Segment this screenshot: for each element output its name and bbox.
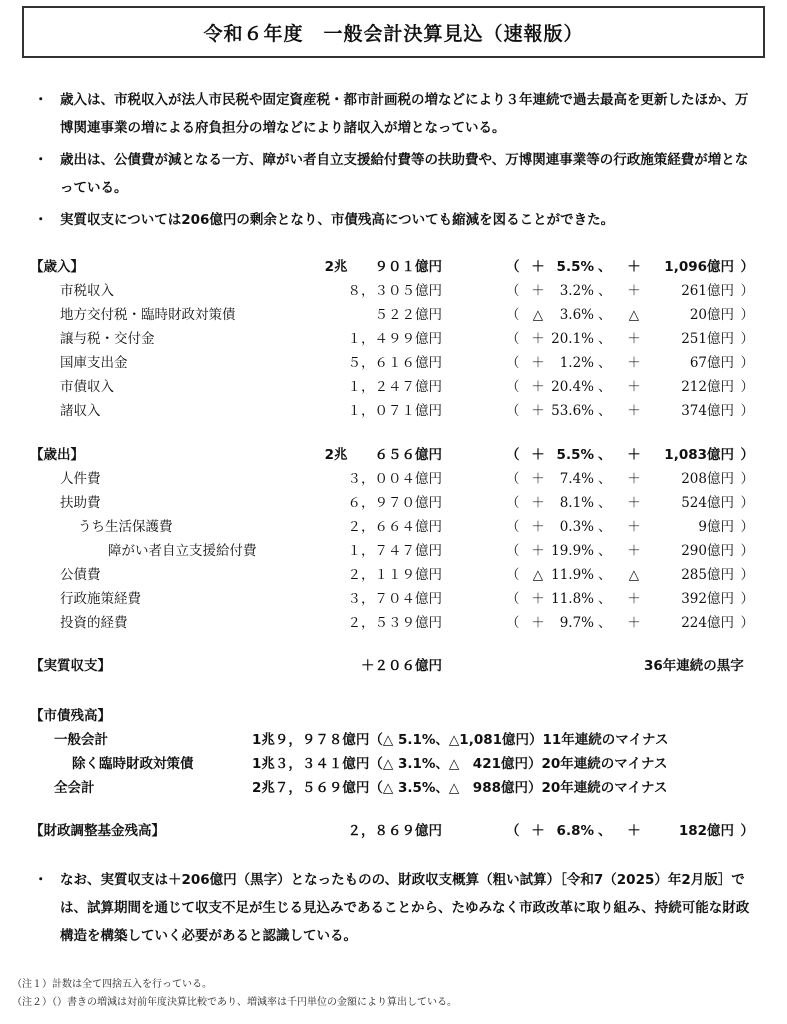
rate-value: 20.1% xyxy=(551,331,594,347)
paren-close: ） xyxy=(740,403,754,419)
paren-open: （ xyxy=(506,379,520,395)
separator: 、 xyxy=(598,471,612,487)
paren-close: ） xyxy=(740,471,754,487)
rate-value: 53.6% xyxy=(551,403,594,419)
final-note xyxy=(30,866,760,950)
row-amount: ６，９７０億円 xyxy=(347,495,442,511)
bullet-text: 実質収支については206億円の剰余となり、市債残高についても縮減を図ることができた。 xyxy=(60,212,615,228)
row-label: 地方交付税・臨時財政対策債 xyxy=(60,307,236,323)
rate-sign: ＋ xyxy=(531,495,545,511)
rate-sign: ＋ xyxy=(531,283,545,299)
diff-value: 285億円 xyxy=(681,567,734,583)
separator: 、 xyxy=(598,591,612,607)
revenue-amount: 2兆 ９０１億円 xyxy=(324,259,442,275)
diff-sign: ＋ xyxy=(627,447,641,463)
diff-sign: ＋ xyxy=(627,379,641,395)
rate-sign: ＋ xyxy=(531,331,545,347)
revenue-row xyxy=(30,376,760,398)
footnote: （注２）（）書きの増減は対前年度決算比較であり、増減率は千円単位の金額により算出している。 xyxy=(12,997,457,1008)
paren-close: ） xyxy=(740,331,754,347)
rate-sign: ＋ xyxy=(531,543,545,559)
bullet-item xyxy=(30,866,760,950)
rate-value: 0.3% xyxy=(559,519,594,535)
row-label: 市税収入 xyxy=(60,283,114,299)
debt-row xyxy=(30,753,760,775)
rate-sign: ＋ xyxy=(531,615,545,631)
rate-sign: ＋ xyxy=(531,519,545,535)
paren-open: （ xyxy=(506,519,520,535)
separator: 、 xyxy=(598,823,612,839)
row-label: 行政施策経費 xyxy=(60,591,141,607)
diff-sign: ＋ xyxy=(627,355,641,371)
expenditure-header-row xyxy=(30,444,760,466)
revenue-row xyxy=(30,328,760,350)
paren-close: ） xyxy=(740,615,754,631)
row-label: 投資的経費 xyxy=(60,615,128,631)
diff-sign: ＋ xyxy=(627,471,641,487)
rate-value: 9.7% xyxy=(559,615,594,631)
rate-value: 11.8% xyxy=(551,591,594,607)
diff-value: 392億円 xyxy=(681,591,734,607)
row-label: 扶助費 xyxy=(60,495,101,511)
paren-close: ） xyxy=(740,591,754,607)
rate-value: 19.9% xyxy=(551,543,594,559)
diff-sign: △ xyxy=(628,567,640,583)
separator: 、 xyxy=(598,567,612,583)
fund-row xyxy=(30,820,760,842)
paren-open: （ xyxy=(506,307,520,323)
revenue-header-row xyxy=(30,256,760,278)
row-amount: ５，６１６億円 xyxy=(347,355,442,371)
row-label: 公債費 xyxy=(60,567,101,583)
paren-close: ） xyxy=(740,355,754,371)
diff-sign: ＋ xyxy=(627,331,641,347)
diff-sign: ＋ xyxy=(627,591,641,607)
paren-close: ） xyxy=(740,823,754,839)
row-amount: １，７４７億円 xyxy=(347,543,442,559)
separator: 、 xyxy=(598,403,612,419)
row-amount: ３，７０４億円 xyxy=(347,591,442,607)
diff-value: 1,083億円 xyxy=(664,447,734,463)
paren-open: （ xyxy=(506,355,520,371)
paren-close: ） xyxy=(740,307,754,323)
real-balance-row xyxy=(30,655,760,677)
expenditure-row xyxy=(30,516,760,538)
debt-header-row xyxy=(30,705,760,727)
revenue-row xyxy=(30,280,760,302)
row-label: 諸収入 xyxy=(60,403,101,419)
paren-open: （ xyxy=(506,403,520,419)
paren-close: ） xyxy=(740,259,754,275)
separator: 、 xyxy=(598,543,612,559)
diff-value: 182億円 xyxy=(678,823,734,839)
rate-sign: ＋ xyxy=(531,379,545,395)
row-amount: １，２４７億円 xyxy=(347,379,442,395)
paren-open: （ xyxy=(506,283,520,299)
rate-value: 7.4% xyxy=(559,471,594,487)
expenditure-row xyxy=(30,612,760,634)
paren-open: （ xyxy=(506,331,520,347)
diff-sign: ＋ xyxy=(627,519,641,535)
rate-sign: ＋ xyxy=(531,823,545,839)
diff-sign: ＋ xyxy=(627,543,641,559)
rate-sign: ＋ xyxy=(531,471,545,487)
revenue-row xyxy=(30,304,760,326)
diff-value: 9億円 xyxy=(698,519,734,535)
rate-value: 1.2% xyxy=(559,355,594,371)
debt-row-label: 一般会計 xyxy=(54,732,108,748)
diff-value: 208億円 xyxy=(681,471,734,487)
rate-value: 8.1% xyxy=(559,495,594,511)
summary-bullets xyxy=(30,86,760,234)
revenue-label: 【歳入】 xyxy=(30,259,84,275)
final-note-text: なお、実質収支は＋206億円（黒字）となったものの、財政収支概算（粗い試算）［令和7（2025）年2月版］では、試算期間を通じて収支不足が生じる見込みであることから、たゆみなく市政改革に取り組み、持続可能な財政構造を構築していく必要があると認識している。 xyxy=(60,872,750,944)
real-balance-note: 36年連続の黒字 xyxy=(644,658,744,674)
diff-sign: ＋ xyxy=(627,495,641,511)
separator: 、 xyxy=(598,519,612,535)
bullet-text: 歳入は、市税収入が法人市民税や固定資産税・都市計画税の増などにより３年連続で過去最高を更新したほか、万博関連事業の増による府負担分の増などにより諸収入が増となっている。 xyxy=(60,92,749,136)
rate-value: 3.2% xyxy=(559,283,594,299)
rate-sign: ＋ xyxy=(531,447,545,463)
rate-value: 11.9% xyxy=(551,567,594,583)
debt-row-value: 1兆９，９７８億円（△ 5.1%、△1,081億円）11年連続のマイナス xyxy=(252,732,669,748)
diff-sign: ＋ xyxy=(627,615,641,631)
debt-row-label: 除く臨時財政対策債 xyxy=(72,756,194,772)
diff-value: 224億円 xyxy=(681,615,734,631)
page-title xyxy=(22,6,765,58)
row-label: 障がい者自立支援給付費 xyxy=(108,543,257,559)
footnotes xyxy=(12,976,457,1012)
diff-value: 67億円 xyxy=(689,355,734,371)
rate-sign: ＋ xyxy=(531,403,545,419)
diff-value: 290億円 xyxy=(681,543,734,559)
row-label: 市債収入 xyxy=(60,379,114,395)
debt-row xyxy=(30,729,760,751)
row-amount: ２，６６４億円 xyxy=(347,519,442,535)
row-amount: ５２２億円 xyxy=(374,307,442,323)
paren-open: （ xyxy=(506,567,520,583)
separator: 、 xyxy=(598,615,612,631)
separator: 、 xyxy=(598,379,612,395)
rate-sign: ＋ xyxy=(531,259,545,275)
separator: 、 xyxy=(598,283,612,299)
row-amount: ３，００４億円 xyxy=(347,471,442,487)
bullet-item xyxy=(30,146,760,202)
debt-row-value: 2兆７，５６９億円（△ 3.5%、△ 988億円）20年連続のマイナス xyxy=(252,780,668,796)
paren-open: （ xyxy=(506,615,520,631)
paren-close: ） xyxy=(740,447,754,463)
paren-close: ） xyxy=(740,495,754,511)
rate-value: 3.6% xyxy=(559,307,594,323)
expenditure-row xyxy=(30,492,760,514)
fund-label: 【財政調整基金残高】 xyxy=(30,823,165,839)
bullet-mark: ・ xyxy=(34,212,48,228)
row-amount: ８，３０５億円 xyxy=(347,283,442,299)
diff-value: 374億円 xyxy=(681,403,734,419)
diff-value: 261億円 xyxy=(681,283,734,299)
separator: 、 xyxy=(598,307,612,323)
expenditure-row xyxy=(30,588,760,610)
fund-amount: ２，８６９億円 xyxy=(347,823,442,839)
debt-row-value: 1兆３，３４１億円（△ 3.1%、△ 421億円）20年連続のマイナス xyxy=(252,756,668,772)
diff-value: 20億円 xyxy=(689,307,734,323)
separator: 、 xyxy=(598,355,612,371)
bullet-text: 歳出は、公債費が減となる一方、障がい者自立支援給付費等の扶助費や、万博関連事業等の行政施策経費が増となっている。 xyxy=(60,152,749,196)
paren-open: （ xyxy=(506,543,520,559)
row-label: うち生活保護費 xyxy=(78,519,173,535)
row-label: 国庫支出金 xyxy=(60,355,128,371)
paren-close: ） xyxy=(740,283,754,299)
diff-sign: △ xyxy=(628,307,640,323)
expenditure-amount: 2兆 ６５６億円 xyxy=(324,447,442,463)
diff-value: 212億円 xyxy=(681,379,734,395)
rate-value: 20.4% xyxy=(551,379,594,395)
paren-close: ） xyxy=(740,519,754,535)
rate-sign: ＋ xyxy=(531,355,545,371)
diff-sign: ＋ xyxy=(627,259,641,275)
page-title-text: 令和６年度 一般会計決算見込（速報版） xyxy=(203,22,584,45)
row-amount: ２，５３９億円 xyxy=(347,615,442,631)
row-amount: １，０７１億円 xyxy=(347,403,442,419)
separator: 、 xyxy=(598,259,612,275)
diff-value: 1,096億円 xyxy=(664,259,734,275)
rate-sign: ＋ xyxy=(531,591,545,607)
diff-sign: ＋ xyxy=(627,823,641,839)
rate-value: 5.5% xyxy=(556,447,594,463)
debt-row-label: 全会計 xyxy=(54,780,95,796)
paren-open: （ xyxy=(506,471,520,487)
diff-sign: ＋ xyxy=(627,403,641,419)
separator: 、 xyxy=(598,447,612,463)
separator: 、 xyxy=(598,331,612,347)
bullet-item xyxy=(30,206,760,234)
rate-value: 5.5% xyxy=(556,259,594,275)
bullet-mark: ・ xyxy=(34,872,48,888)
real-balance-amount: ＋２０６億円 xyxy=(361,658,442,674)
bullet-mark: ・ xyxy=(34,152,48,168)
paren-open: （ xyxy=(506,259,520,275)
debt-label: 【市債残高】 xyxy=(30,708,111,724)
expenditure-row xyxy=(30,468,760,490)
diff-value: 251億円 xyxy=(681,331,734,347)
bullet-item xyxy=(30,86,760,142)
expenditure-row xyxy=(30,540,760,562)
rate-sign: △ xyxy=(532,567,544,583)
real-balance-label: 【実質収支】 xyxy=(30,658,111,674)
footnote: （注１）計数は全て四捨五入を行っている。 xyxy=(12,979,212,990)
paren-close: ） xyxy=(740,567,754,583)
rate-value: 6.8% xyxy=(556,823,594,839)
paren-open: （ xyxy=(506,591,520,607)
paren-open: （ xyxy=(506,823,520,839)
paren-close: ） xyxy=(740,379,754,395)
debt-row xyxy=(30,777,760,799)
diff-value: 524億円 xyxy=(681,495,734,511)
row-amount: ２，１１９億円 xyxy=(347,567,442,583)
rate-sign: △ xyxy=(532,307,544,323)
paren-open: （ xyxy=(506,447,520,463)
row-label: 譲与税・交付金 xyxy=(60,331,155,347)
bullet-mark: ・ xyxy=(34,92,48,108)
expenditure-row xyxy=(30,564,760,586)
row-amount: １，４９９億円 xyxy=(347,331,442,347)
revenue-row xyxy=(30,352,760,374)
paren-close: ） xyxy=(740,543,754,559)
revenue-row xyxy=(30,400,760,422)
separator: 、 xyxy=(598,495,612,511)
row-label: 人件費 xyxy=(60,471,101,487)
paren-open: （ xyxy=(506,495,520,511)
diff-sign: ＋ xyxy=(627,283,641,299)
expenditure-label: 【歳出】 xyxy=(30,447,84,463)
